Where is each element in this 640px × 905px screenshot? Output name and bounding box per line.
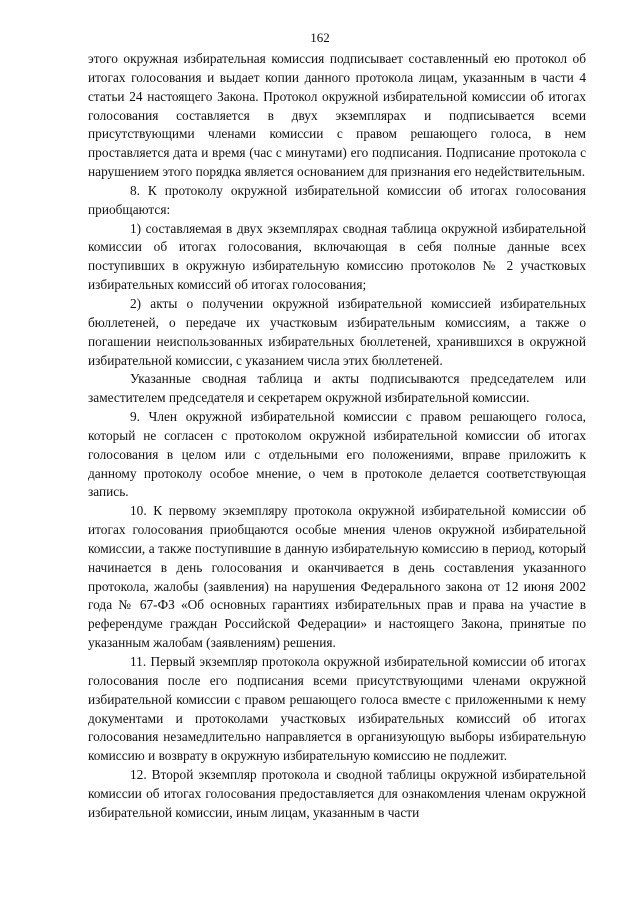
paragraph-subitem-2: 2) акты о получении окружной избирательной комиссией избирательных бюллетеней, о передаче их участковым избирательным комиссиям, а также о погашении неиспользованных избирательных бюллетеней, хранившихся в окружной избирательной комиссии, с указанием числа этих бюллетеней. bbox=[88, 295, 586, 368]
paragraph-item-12: 12. Второй экземпляр протокола и сводной таблицы окружной избирательной комиссии об итогах голосования предоставляется для ознакомления членам окружной избирательной комиссии, иным лицам, указанным в части bbox=[88, 767, 586, 820]
paragraph-item-10: 10. К первому экземпляру протокола окружной избирательной комиссии об итогах голосования приобщаются особые мнения членов окружной избирательной комиссии, а также поступившие в данную избирательную комиссию в период, который начинается в день голосования и оканчивается в день составления указанного протокола, жалобы (заявления) на нарушения Федерального закона от 12 июня 2002 года № 67-ФЗ «Об основных гарантиях избирательных прав и права на участие в референдуме граждан Российской Федерации» и настоящего Закона, принятые по указанным жалобам (заявлениям) решения. bbox=[88, 503, 586, 651]
document-body bbox=[88, 50, 586, 823]
paragraph-signing-note: Указанные сводная таблица и акты подписываются председателем или заместителем председателя и секретарем окружной избирательной комиссии. bbox=[88, 371, 586, 406]
paragraph-continuation: этого окружная избирательная комиссия подписывает составленный ею протокол об итогах голосования и выдает копии данного протокола лицам, указанным в части 4 статьи 24 настоящего Закона. Протокол окружной избирательной комиссии об итогах голосования составляется в двух экземплярах и подписывается всеми присутствующими членами комиссии с правом решающего голоса, в нем проставляется дата и время (час с минутами) его подписания. Подписание протокола с нарушением этого порядка является основанием для признания его недействительным. bbox=[88, 51, 586, 180]
page-number: 162 bbox=[310, 30, 330, 45]
paragraph-item-11: 11. Первый экземпляр протокола окружной избирательной комиссии об итогах голосования после его подписания всеми присутствующими членами окружной избирательной комиссии с правом решающего голоса вместе с приложенными к нему документами и протоколами участковых избирательных комиссий об итогах голосования незамедлительно направляется в организующую выборы избирательную комиссию и возврату в окружную избирательную комиссию не подлежит. bbox=[88, 654, 586, 764]
paragraph-item-9: 9. Член окружной избирательной комиссии с правом решающего голоса, который не согласен с протоколом окружной избирательной комиссии об итогах голосования в целом или с отдельными его положениями, вправе приложить к данному протоколу особое мнение, о чем в протоколе делается соответствующая запись. bbox=[88, 409, 586, 500]
paragraph-subitem-1: 1) составляемая в двух экземплярах сводная таблица окружной избирательной комиссии об итогах голосования, включающая в себя полные данные всех поступивших в окружную избирательную комиссию протоколов № 2 участковых избирательных комиссий об итогах голосования; bbox=[88, 220, 586, 293]
paragraph-item-8: 8. К протоколу окружной избирательной комиссии об итогах голосования приобщаются: bbox=[88, 182, 586, 217]
